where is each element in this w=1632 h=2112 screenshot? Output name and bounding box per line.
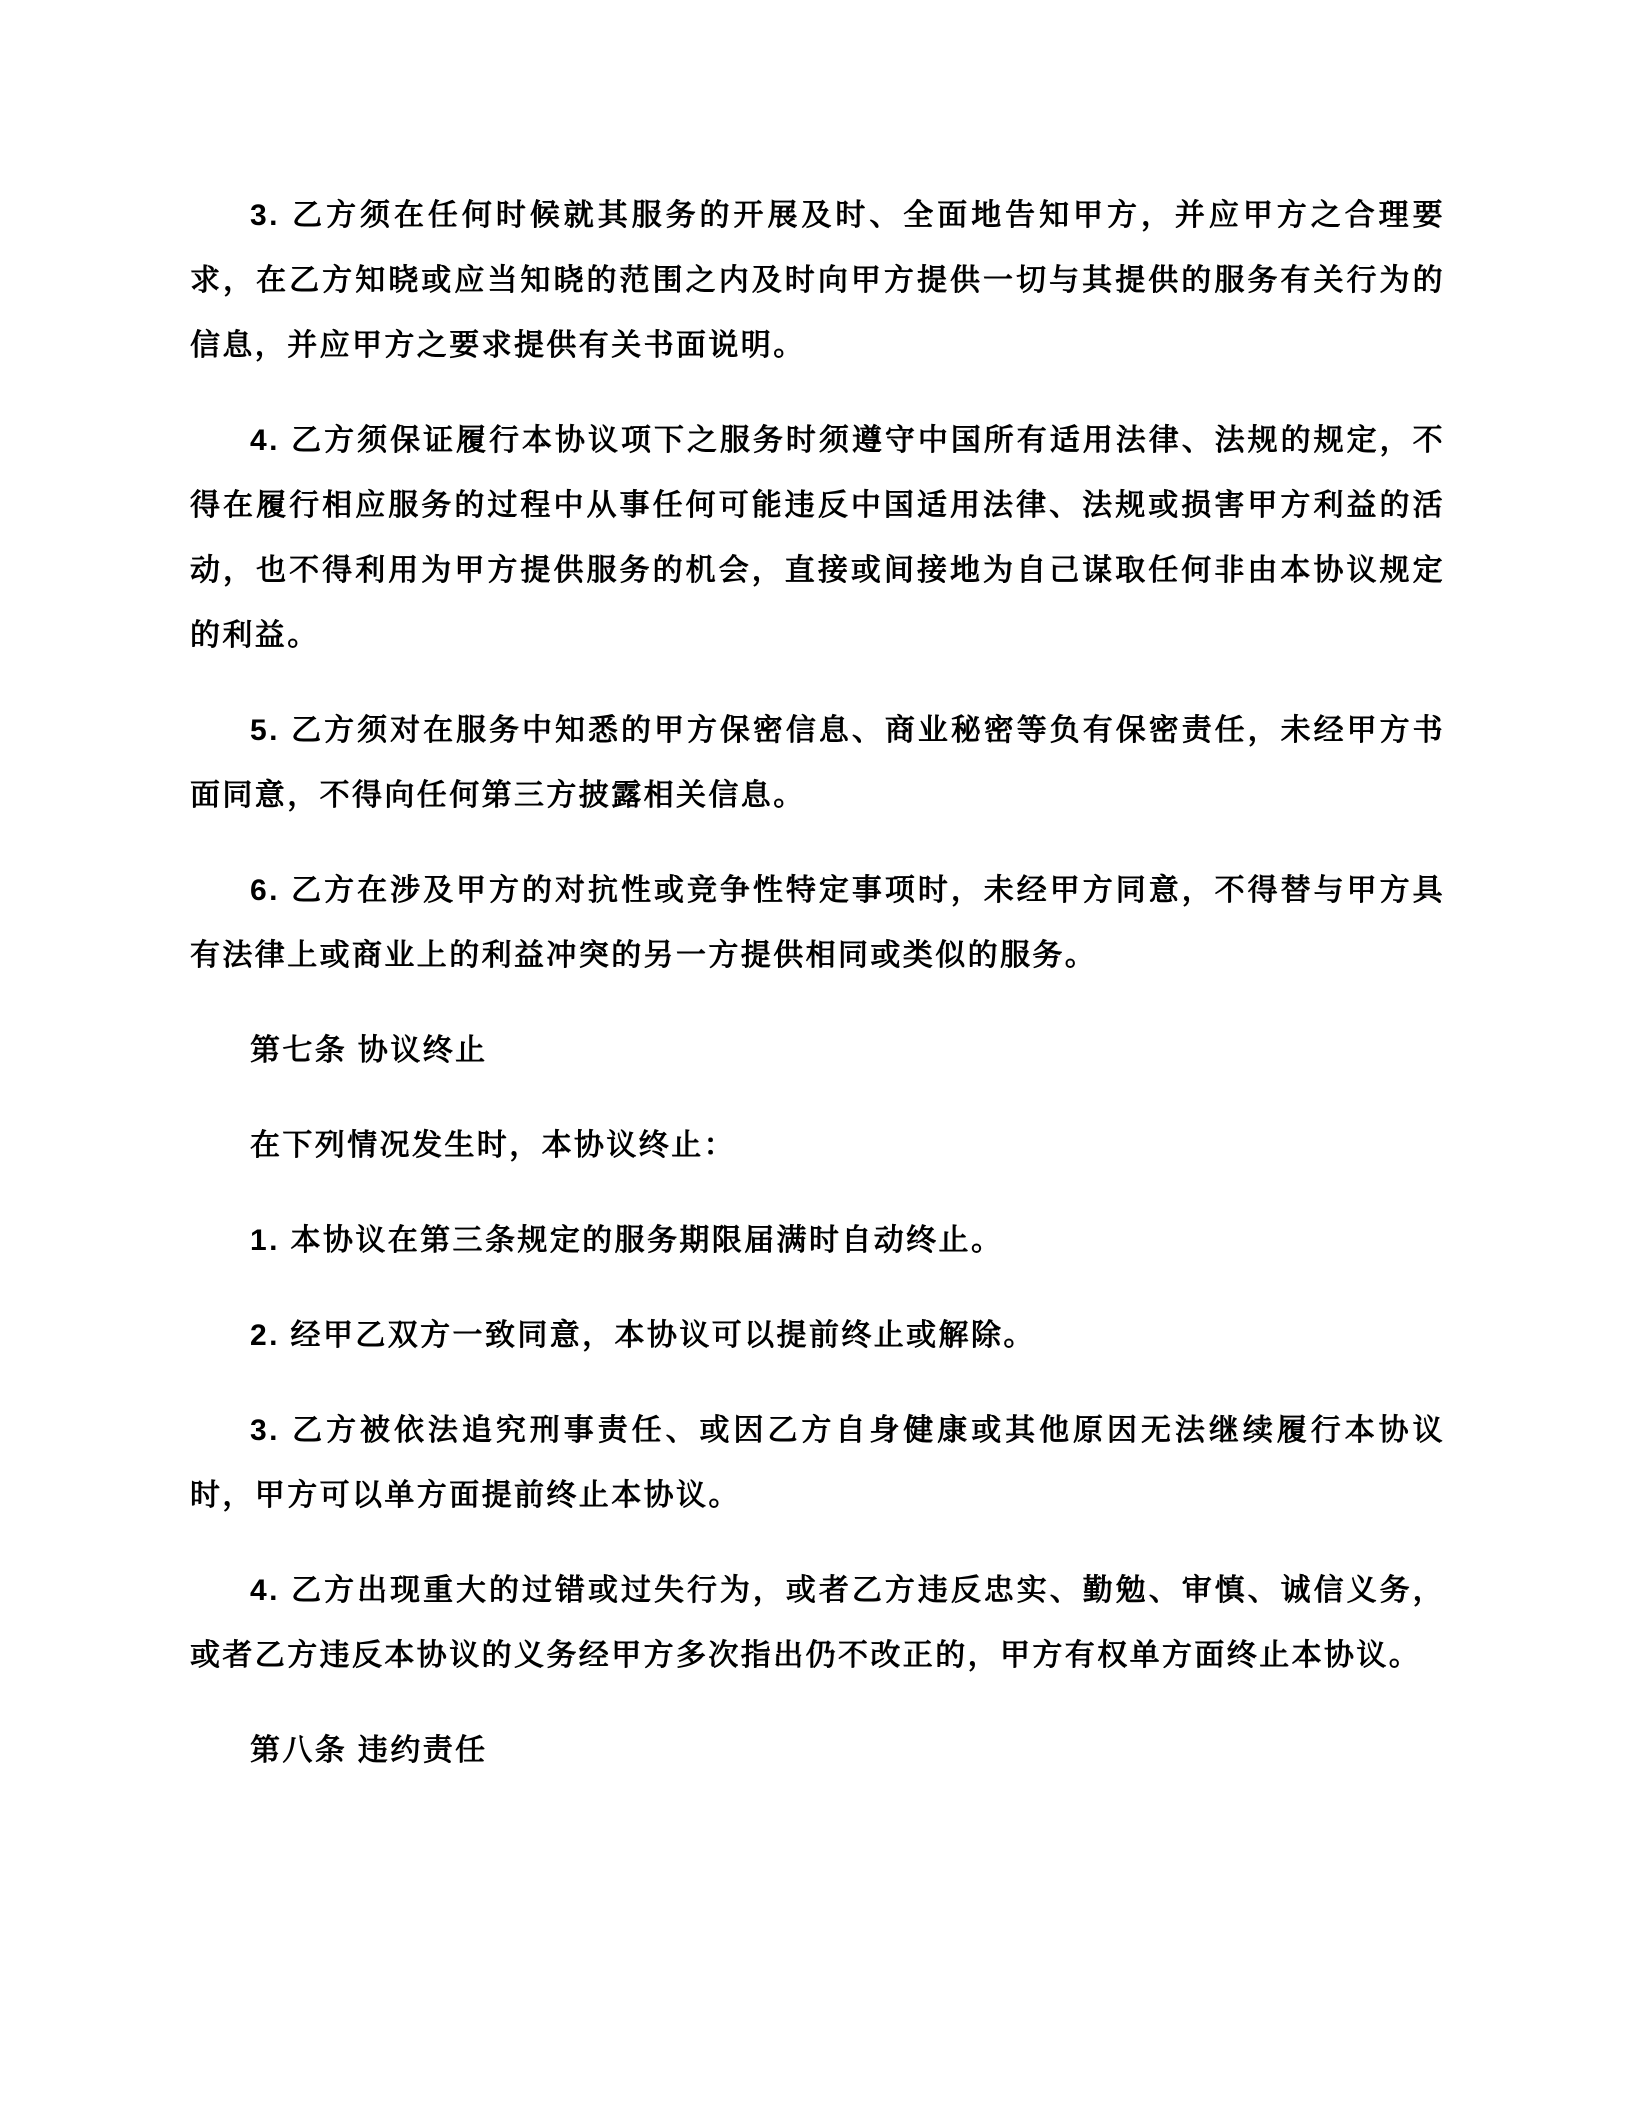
clause-paragraph: 3. 乙方被依法追究刑事责任、或因乙方自身健康或其他原因无法继续履行本协议时，甲方可以单方面提前终止本协议。 [190,1414,1445,1512]
intro-paragraph: 在下列情况发生时，本协议终止： [250,1129,736,1162]
clause-paragraph: 2. 经甲乙双方一致同意，本协议可以提前终止或解除。 [250,1319,1036,1352]
clause-paragraph: 3. 乙方须在任何时候就其服务的开展及时、全面地告知甲方，并应甲方之合理要求，在乙方知晓或应当知晓的范围之内及时向甲方提供一切与其提供的服务有关行为的信息，并应甲方之要求提供有关书面说明。 [190,199,1445,362]
section-heading-article-7: 第七条 协议终止 [250,1034,488,1067]
clause-paragraph: 6. 乙方在涉及甲方的对抗性或竞争性特定事项时，未经甲方同意，不得替与甲方具有法律上或商业上的利益冲突的另一方提供相同或类似的服务。 [190,874,1445,972]
clause-paragraph: 1. 本协议在第三条规定的服务期限届满时自动终止。 [250,1224,1004,1257]
clause-paragraph: 4. 乙方出现重大的过错或过失行为，或者乙方违反忠实、勤勉、审慎、诚信义务，或者乙方违反本协议的义务经甲方多次指出仍不改正的，甲方有权单方面终止本协议。 [190,1574,1445,1672]
document-body [190,183,1445,1783]
section-heading-article-8: 第八条 违约责任 [250,1734,488,1767]
clause-paragraph: 4. 乙方须保证履行本协议项下之服务时须遵守中国所有适用法律、法规的规定，不得在履行相应服务的过程中从事任何可能违反中国适用法律、法规或损害甲方利益的活动，也不得利用为甲方提供服务的机会，直接或间接地为自己谋取任何非由本协议规定的利益。 [190,424,1445,652]
clause-paragraph: 5. 乙方须对在服务中知悉的甲方保密信息、商业秘密等负有保密责任，未经甲方书面同意，不得向任何第三方披露相关信息。 [190,714,1445,812]
